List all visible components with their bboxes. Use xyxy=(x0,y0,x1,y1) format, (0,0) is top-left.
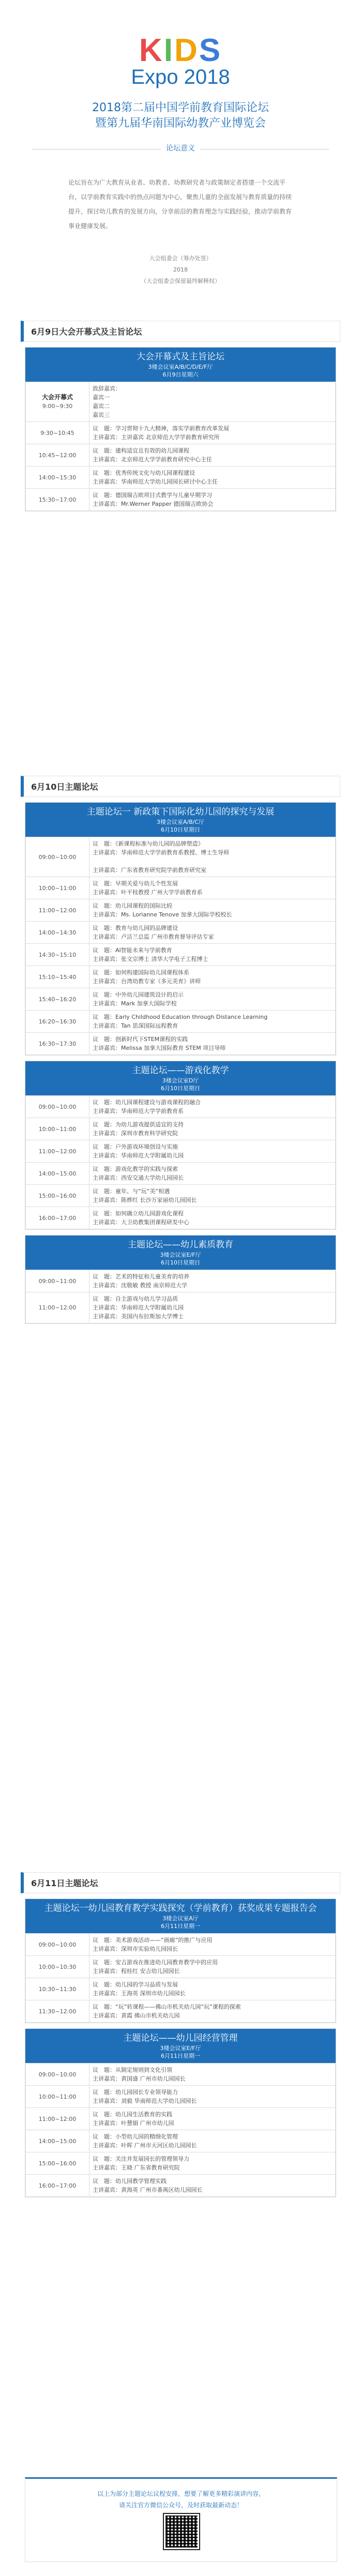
agenda-table xyxy=(25,382,336,511)
agenda-row xyxy=(26,444,336,466)
forum-banner xyxy=(25,803,336,837)
agenda-time xyxy=(26,2130,89,2152)
logo-letter-i: I xyxy=(163,33,174,68)
forum-location: 3楼会议室E/F厅 xyxy=(160,2045,201,2052)
agenda-line: 嘉宾三 xyxy=(93,412,110,418)
agenda-row xyxy=(26,966,336,988)
day-heading: 6月11日主题论坛 xyxy=(21,1872,340,1893)
agenda-content xyxy=(89,1011,336,1033)
agenda-time xyxy=(26,1140,89,1163)
agenda-time xyxy=(26,382,89,422)
agenda-line: 议 题：德国瑞吉欧项目式教学与儿童早期学习 xyxy=(93,492,212,499)
agenda-row xyxy=(26,1185,336,1207)
agenda-line: 主讲嘉宾：华南师范大学附属幼儿园 xyxy=(93,1304,184,1311)
agenda-row xyxy=(26,2175,336,2197)
agenda-content xyxy=(89,1140,336,1163)
agenda-table xyxy=(25,1095,336,1229)
agenda-line: 主讲嘉宾：黄海英 广州市番禺区幼儿园园长 xyxy=(93,2187,203,2193)
agenda-time-range: 15:40~16:20 xyxy=(38,996,77,1003)
forum-date: 6月11日星期一 xyxy=(161,1923,200,1930)
forum-date: 6月10日星期日 xyxy=(161,826,200,833)
agenda-time xyxy=(26,1163,89,1185)
forum-block xyxy=(25,2028,336,2197)
logo-subtitle: Expo 2018 xyxy=(131,66,230,88)
agenda-line: 主讲嘉宾：深圳市教育科学研究院 xyxy=(93,1130,178,1137)
agenda-content xyxy=(89,422,336,444)
agenda-time xyxy=(26,1292,89,1323)
agenda-content xyxy=(89,2063,336,2086)
agenda-time-range: 10:45~12:00 xyxy=(38,451,77,459)
agenda-content xyxy=(89,1163,336,1185)
agenda-line: 主讲嘉宾：黄霞 佛山市机关幼儿园 xyxy=(93,2012,180,2019)
title-line-2: 暨第九届华南国际幼教产业博览会 xyxy=(95,117,266,130)
logo-letter-d: D xyxy=(174,33,199,68)
agenda-line: 议 题：建构适宜且有效的幼儿园课程 xyxy=(93,447,189,454)
agenda-content xyxy=(89,1270,336,1292)
agenda-time-range: 16:20~16:30 xyxy=(38,1018,77,1025)
agenda-line: 主讲嘉宾：西安交通大学幼儿园园长 xyxy=(93,1174,184,1181)
forum-date: 6月11日星期一 xyxy=(161,2053,200,2059)
forum-block xyxy=(25,1899,336,2023)
forum-block xyxy=(25,347,336,511)
logo-letter-k: K xyxy=(139,33,164,68)
agenda-row xyxy=(26,2000,336,2023)
agenda-time xyxy=(26,2086,89,2108)
agenda-row xyxy=(26,2063,336,2086)
agenda-line: 主讲嘉宾：Mark 加拿大国际学校 xyxy=(93,1000,177,1007)
agenda-time-range: 10:00~11:00 xyxy=(38,884,77,892)
agenda-row xyxy=(26,899,336,922)
forum-block xyxy=(25,802,336,1056)
agenda-line: 主讲嘉宾：华南师范大学幼儿园园长研讨中心主任 xyxy=(93,478,218,485)
agenda-content xyxy=(89,444,336,466)
forum-location: 3楼会议室D厅 xyxy=(162,1077,199,1084)
agenda-line: 主讲嘉宾：叶晖 广州市天河区幼儿园园长 xyxy=(93,2142,197,2149)
agenda-line: 主讲嘉宾：华南师范大学学前教育系 xyxy=(93,1108,184,1114)
agenda-time-range: 16:00~17:00 xyxy=(38,1214,77,1222)
agenda-time xyxy=(26,2063,89,2086)
forum-location: 3楼会议室A厅 xyxy=(162,1915,199,1922)
agenda-time xyxy=(26,466,89,489)
agenda-table xyxy=(25,837,336,1055)
agenda-row xyxy=(26,1140,336,1163)
agenda-line: 主讲嘉宾：深圳市实验幼儿园园长 xyxy=(93,1946,178,1952)
agenda-row xyxy=(26,1956,336,1978)
agenda-line: 致辞嘉宾： xyxy=(93,385,121,392)
agenda-time-range: 14:30~15:10 xyxy=(38,951,77,958)
forum-date: 6月9日星期六 xyxy=(162,371,199,378)
intro-label: 论坛意义 xyxy=(161,143,200,153)
agenda-line: 主讲嘉宾：叶平枝教授 广州大学学前教育系 xyxy=(93,889,203,896)
agenda-row xyxy=(26,1207,336,1229)
agenda-table xyxy=(25,1270,336,1323)
agenda-line: 主讲嘉宾：美国内布拉斯加大学博士 xyxy=(93,1313,184,1320)
agenda-content xyxy=(89,2130,336,2152)
agenda-row xyxy=(26,1011,336,1033)
forum-title: 主题论坛——幼儿素质教育 xyxy=(128,1240,233,1250)
agenda-line: 主讲嘉宾：刘毅 华南师范大学幼儿园园长 xyxy=(93,2098,197,2104)
agenda-line: 议 题：幼儿园课程建设与游戏课程的融合 xyxy=(93,1099,201,1106)
agenda-row xyxy=(26,1934,336,1956)
agenda-content xyxy=(89,2086,336,2108)
agenda-row xyxy=(26,1270,336,1292)
agenda-line: 议 题：艺术的特征和儿童美育的培养 xyxy=(93,1273,189,1280)
agenda-line: 议 题：自主游戏与幼儿学习品质 xyxy=(93,1295,178,1302)
agenda-row xyxy=(26,1096,336,1118)
agenda-time xyxy=(26,1207,89,1229)
forum-date: 6月10日星期日 xyxy=(161,1085,200,1092)
agenda-time xyxy=(26,944,89,966)
agenda-time-range: 11:30~12:00 xyxy=(38,2008,77,2015)
forum-location: 3楼会议室A/B/C厅 xyxy=(156,819,205,825)
day-section xyxy=(21,776,340,1324)
agenda-line: 议 题：如何确立幼儿园游戏化课程 xyxy=(93,1210,184,1217)
agenda-time xyxy=(26,1033,89,1055)
agenda-line: 议 题：AI智能未来与学前教育 xyxy=(93,947,172,954)
agenda-line: 主讲嘉宾：华南师范大学学前教育系教授、博士生导师 xyxy=(93,849,229,856)
agenda-time-range: 15:30~17:00 xyxy=(38,496,77,503)
agenda-line: 主讲嘉宾：Melissa 加拿大国际教育 STEM 项目导师 xyxy=(93,1045,226,1051)
forum-banner xyxy=(25,1899,336,1933)
page-title xyxy=(0,100,361,131)
intro-section xyxy=(32,144,329,320)
agenda-line: 主讲嘉宾：Ms. Lorianne Tenove 加拿大国际学校校长 xyxy=(93,911,232,918)
agenda-time xyxy=(26,988,89,1011)
agenda-line: 主讲嘉宾：程桂红 安吉幼儿园园长 xyxy=(93,1968,180,1975)
agenda-time-range: 16:30~17:30 xyxy=(38,1040,77,1047)
agenda-line xyxy=(93,857,332,866)
agenda-time-range: 11:00~12:00 xyxy=(38,907,77,914)
agenda-row xyxy=(26,2152,336,2175)
agenda-time xyxy=(26,2108,89,2130)
agenda-line: 主讲嘉宾：沈敬敏 教授 南京师范大学 xyxy=(93,1282,187,1289)
agenda-time-range: 9:00~9:30 xyxy=(42,403,73,410)
footer-text xyxy=(25,2488,337,2511)
kids-logo xyxy=(0,34,361,67)
agenda-line: 主讲嘉宾：台湾幼教专家《多元美育》讲师 xyxy=(93,978,201,985)
agenda-row xyxy=(26,2130,336,2152)
agenda-content xyxy=(89,2000,336,2023)
agenda-time-range: 9:30~10:45 xyxy=(40,429,74,436)
agenda-time-range: 15:00~16:00 xyxy=(38,2160,77,2167)
agenda-line: 议 题：关注并发展园长的管理领导力 xyxy=(93,2156,189,2162)
agenda-line: 嘉宾一 xyxy=(93,394,110,401)
agenda-time-range: 14:00~15:30 xyxy=(38,474,77,481)
agenda-line: 主讲嘉宾：张文宗博士 清华大学电子工程博士 xyxy=(93,956,208,962)
agenda-time xyxy=(26,2000,89,2023)
agenda-line: 主讲嘉宾：Mr.Werner Papper 德国瑞吉欧协会 xyxy=(93,501,214,507)
agenda-row xyxy=(26,922,336,944)
agenda-time xyxy=(26,2175,89,2197)
agenda-time xyxy=(26,966,89,988)
agenda-time-range: 10:00~11:00 xyxy=(38,1125,77,1133)
agenda-line: 议 题：“玩”转课程——佛山市机关幼儿园“玩”课程的探索 xyxy=(93,2003,241,2010)
forum-date: 6月10日星期日 xyxy=(161,1259,200,1266)
agenda-time xyxy=(26,422,89,444)
agenda-line: 议 题：幼儿园生活教育的实践 xyxy=(93,2111,172,2118)
agenda-time xyxy=(26,1934,89,1956)
forum-banner xyxy=(25,1236,336,1270)
agenda-line: 议 题：游戏化教学的实践与探索 xyxy=(93,1166,178,1172)
agenda-content xyxy=(89,1033,336,1055)
agenda-row xyxy=(26,382,336,422)
agenda-content xyxy=(89,1185,336,1207)
agenda-line: 议 题：Early Childhood Education through Distance Learning xyxy=(93,1014,268,1020)
agenda-row xyxy=(26,1978,336,2000)
agenda-time-range: 14:00~15:00 xyxy=(38,1170,77,1177)
agenda-line: 主讲嘉宾：黄国盛 广州市幼儿园园长 xyxy=(93,2075,186,2082)
forum-title: 主题论坛——游戏化教学 xyxy=(132,1065,229,1076)
agenda-time-range: 09:00~10:00 xyxy=(38,1941,77,1948)
agenda-line: 主讲嘉宾：北京师范大学学前教育研究中心主任 xyxy=(93,456,212,463)
agenda-time-range: 09:00~10:00 xyxy=(38,853,77,861)
forum-banner xyxy=(25,348,336,382)
agenda-line: 议 题：《新课程标准与幼儿园的品牌塑造》 xyxy=(93,840,204,847)
agenda-content xyxy=(89,988,336,1011)
agenda-line: 主讲嘉宾：王海英 深圳市幼儿园园长 xyxy=(93,1990,186,1997)
title-line-1: 2018第二届中国学前教育国际论坛 xyxy=(92,101,269,114)
agenda-line: 主讲嘉宾：叶慧娟 广州市幼儿园 xyxy=(93,2120,174,2127)
agenda-line: 议 题：中外幼儿园建筑设计的启示 xyxy=(93,991,184,998)
agenda-line: 主讲嘉宾：Tan 思深国际远程教育 xyxy=(93,1022,178,1029)
agenda-content xyxy=(89,2152,336,2175)
agenda-line: 议 题：创新时代下STEM课程的实践 xyxy=(93,1036,188,1043)
agenda-content xyxy=(89,1292,336,1323)
agenda-content xyxy=(89,1956,336,1978)
forum-location: 3楼会议室A/B/C/D/E/F厅 xyxy=(148,364,213,370)
day-section xyxy=(21,321,340,511)
agenda-row xyxy=(26,2108,336,2130)
agenda-row xyxy=(26,422,336,444)
forum-banner xyxy=(25,2029,336,2063)
agenda-time-range: 09:00~10:00 xyxy=(38,2071,77,2078)
agenda-content xyxy=(89,1118,336,1140)
agenda-time xyxy=(26,1011,89,1033)
agenda-line: 主讲嘉宾：卢洁兰总监 广州市教育督导评估专家 xyxy=(93,933,214,940)
agenda-content xyxy=(89,922,336,944)
agenda-line: 议 题：小型幼儿园的精细化管理 xyxy=(93,2133,178,2140)
forum-block xyxy=(25,1061,336,1230)
agenda-time xyxy=(26,899,89,922)
agenda-time xyxy=(26,1185,89,1207)
agenda-time-range: 09:00~11:00 xyxy=(38,1277,77,1285)
logo-letter-s: S xyxy=(199,33,222,68)
intro-sign xyxy=(32,253,329,287)
forum-banner xyxy=(25,1061,336,1095)
agenda-time xyxy=(26,922,89,944)
agenda-content xyxy=(89,899,336,922)
day-section xyxy=(21,1872,340,2197)
agenda-line: 议 题：美术游戏活动——“画廊”的推广与应用 xyxy=(93,1937,213,1944)
agenda-line: 主讲嘉宾：陈桦红 长沙万家丽幼儿园园长 xyxy=(93,1197,197,1203)
header xyxy=(0,0,361,131)
agenda-line: 主讲嘉宾：主讲嘉宾 北京师范大学学前教育研究所 xyxy=(93,434,220,441)
agenda-time-range: 14:00~14:30 xyxy=(38,929,77,936)
agenda-row xyxy=(26,466,336,489)
agenda-line: 议 题：幼儿园教学管理实践 xyxy=(93,2178,167,2185)
agenda-content xyxy=(89,1978,336,2000)
agenda-time-range: 15:00~16:00 xyxy=(38,1192,77,1199)
agenda-line: 主讲嘉宾：广东省教育研究院学前教育研究室 xyxy=(93,867,206,873)
agenda-time-range: 16:00~17:00 xyxy=(38,2182,77,2189)
forum-title: 主题论坛一幼儿园教育教学实践探究（学前教育）获奖成果专题报告会 xyxy=(44,1903,317,1914)
agenda-time-range: 14:00~15:00 xyxy=(38,2137,77,2145)
agenda-time xyxy=(26,1978,89,2000)
forum-title: 主题论坛——幼儿园经营管理 xyxy=(123,2033,238,2043)
forum-block xyxy=(25,1235,336,1324)
forum-title: 大会开幕式及主旨论坛 xyxy=(137,352,224,362)
agenda-line: 议 题：早期关爱与幼儿个性发展 xyxy=(93,880,178,887)
agenda-time xyxy=(26,1270,89,1292)
agenda-time-range: 15:10~15:40 xyxy=(38,973,77,981)
agenda-content xyxy=(89,966,336,988)
agenda-line: 议 题：户外游戏环境创设与实施 xyxy=(93,1143,178,1150)
agenda-row xyxy=(26,489,336,511)
agenda-content xyxy=(89,944,336,966)
agenda-content xyxy=(89,1096,336,1118)
agenda-content xyxy=(89,382,336,422)
agenda-line: 议 题：幼儿园园长专业领导能力 xyxy=(93,2089,178,2096)
agenda-line: 主讲嘉宾：王晓 广东省教育研究院 xyxy=(93,2164,180,2171)
agenda-line: 议 题：安吉游戏在推进幼儿园教育教学中的应用 xyxy=(93,1959,218,1966)
agenda-line: 议 题：为幼儿游戏提供适宜的支持 xyxy=(93,1121,184,1128)
intro-sign-1: 大会组委会（筹办处签） xyxy=(149,255,212,262)
forum-location: 3楼会议室E/F厅 xyxy=(160,1252,201,1258)
agenda-time xyxy=(26,877,89,899)
agenda-time-range: 10:00~11:00 xyxy=(38,2093,77,2100)
agenda-time-range: 11:00~12:00 xyxy=(38,1148,77,1155)
agenda-row xyxy=(26,944,336,966)
agenda-time-range: 10:30~11:30 xyxy=(38,1985,77,1993)
agenda-content xyxy=(89,877,336,899)
agenda-line: 议 题：如何构建国际幼儿园课程体系 xyxy=(93,969,189,976)
agenda-time xyxy=(26,444,89,466)
agenda-row xyxy=(26,1292,336,1323)
agenda-time xyxy=(26,2152,89,2175)
footer-line-1: 以上为部分主题论坛议程安排，想要了解更多精彩演讲内容， xyxy=(97,2490,265,2497)
agenda-line: 议 题：幼儿园的学习品质与发展 xyxy=(93,1981,178,1988)
intro-sign-2: 2018 xyxy=(173,266,188,273)
agenda-line: 议 题：教育与幼儿园的品牌建设 xyxy=(93,925,178,931)
agenda-time-range: 09:00~10:00 xyxy=(38,1103,77,1110)
agenda-row xyxy=(26,1118,336,1140)
day-heading: 6月10日主题论坛 xyxy=(21,776,340,797)
agenda-line: 议 题：幼儿园课程的国际比较 xyxy=(93,902,172,909)
agenda-time xyxy=(26,1096,89,1118)
agenda-content xyxy=(89,837,336,877)
qr-code-icon xyxy=(164,2514,199,2549)
agenda-content xyxy=(89,1934,336,1956)
agenda-row xyxy=(26,2086,336,2108)
intro-text: 论坛旨在为广大教育从业者、幼教者、幼教研究者与政策制定者搭建一个交流平台，以学前教育实践中的热点问题为中心，聚焦儿童的全面发展与教育质量的持续提升，探讨幼儿教育的发展方向，分享前沿的教育理念与实践经验，推动学前教育事业健康发展。 xyxy=(68,179,292,230)
agenda-time-range: 11:00~12:00 xyxy=(38,2115,77,2122)
agenda-time xyxy=(26,837,89,877)
agenda-table xyxy=(25,1933,336,2023)
agenda-line: 主讲嘉宾：华南师范大学附属幼儿园 xyxy=(93,1152,184,1159)
agenda-content xyxy=(89,466,336,489)
agenda-row xyxy=(26,1033,336,1055)
forum-title: 主题论坛一 新政策下国际化幼儿园的探究与发展 xyxy=(86,807,275,817)
agenda-content xyxy=(89,2108,336,2130)
footer xyxy=(25,2477,337,2562)
agenda-time-label: 大会开幕式 xyxy=(41,394,73,401)
agenda-content xyxy=(89,2175,336,2197)
agenda-table xyxy=(25,2063,336,2197)
footer-line-2: 请关注官方微信公众号，及时获取最新动态！ xyxy=(118,2502,243,2509)
agenda-time-range: 10:00~10:30 xyxy=(38,1963,77,1970)
intro-sign-3: （大会组委会保留最终解释权） xyxy=(141,278,220,284)
agenda-row xyxy=(26,877,336,899)
agenda-content xyxy=(89,489,336,511)
agenda-line: 嘉宾二 xyxy=(93,403,110,410)
agenda-row xyxy=(26,988,336,1011)
agenda-line: 议 题：优秀传统文化与幼儿园课程建设 xyxy=(93,470,195,476)
agenda-line: 议 题：童年、与“玩”美”相遇 xyxy=(93,1188,170,1195)
agenda-time-range: 11:00~12:00 xyxy=(38,1304,77,1311)
agenda-row xyxy=(26,837,336,877)
agenda-time xyxy=(26,1118,89,1140)
agenda-time xyxy=(26,489,89,511)
day-heading: 6月9日大会开幕式及主旨论坛 xyxy=(21,321,340,342)
agenda-line: 议 题：从制定规则到文化引领 xyxy=(93,2067,172,2073)
agenda-line: 议 题：学习贯彻十九大精神，落实学前教育改革发展 xyxy=(93,425,229,432)
agenda-time xyxy=(26,1956,89,1978)
agenda-line: 主讲嘉宾：大卫幼教集团课程研发中心 xyxy=(93,1219,189,1226)
agenda-row xyxy=(26,1163,336,1185)
agenda-content xyxy=(89,1207,336,1229)
